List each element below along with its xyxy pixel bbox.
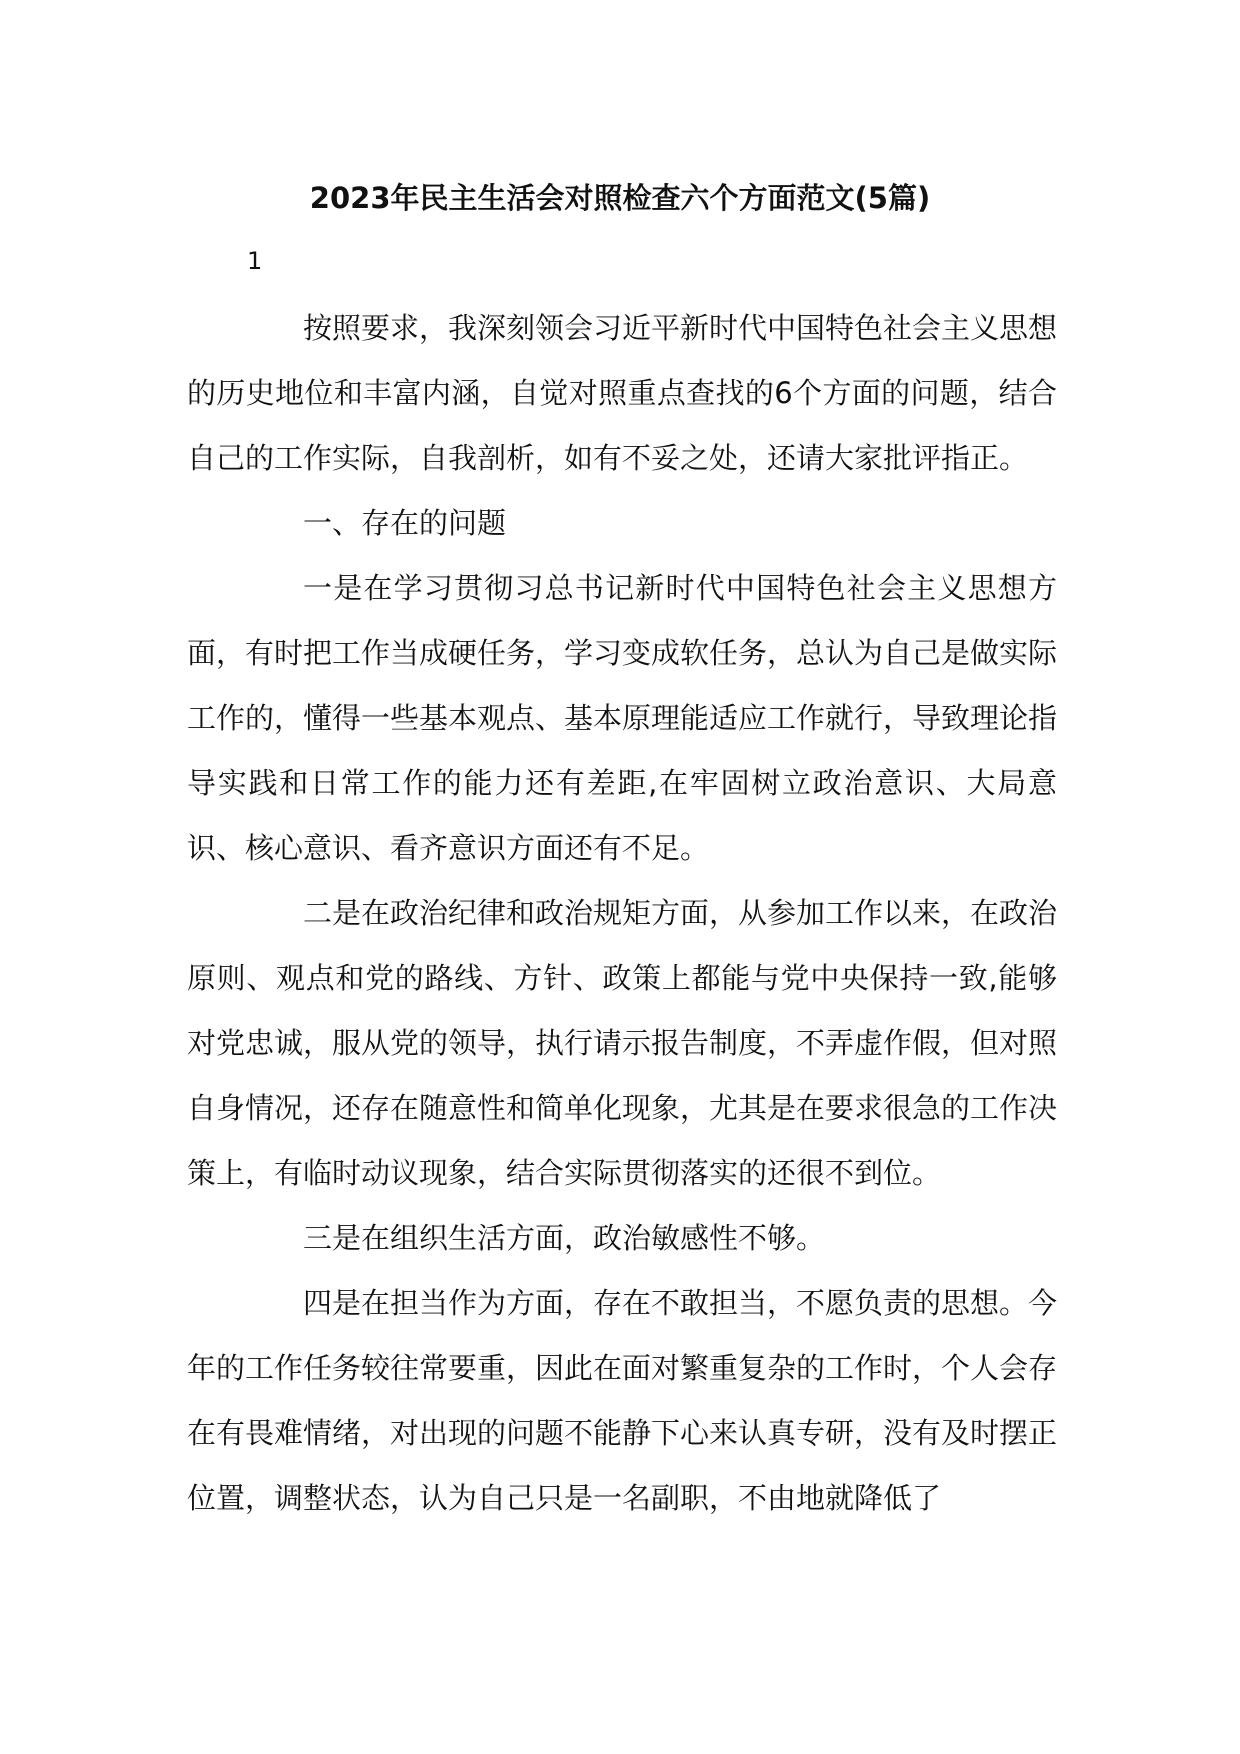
- section-number: 1: [247, 247, 263, 275]
- document-body: [187, 296, 1057, 1531]
- paragraph-intro: 按照要求，我深刻领会习近平新时代中国特色社会主义思想的历史地位和丰富内涵，自觉对照重点查找的6个方面的问题，结合自己的工作实际，自我剖析，如有不妥之处，还请大家批评指正。: [187, 311, 1058, 475]
- paragraph-heading-problems: 一、存在的问题: [303, 506, 507, 540]
- paragraph-point-two: 二是在政治纪律和政治规矩方面，从参加工作以来，在政治原则、观点和党的路线、方针、政策上都能与党中央保持一致,能够对党忠诚，服从党的领导，执行请示报告制度，不弄虚作假，但对照自身情况，还存在随意性和简单化现象，尤其是在要求很急的工作决策上，有临时动议现象，结合实际贯彻落实的还很不到位。: [187, 896, 1058, 1190]
- paragraph-point-one: 一是在学习贯彻习总书记新时代中国特色社会主义思想方面，有时把工作当成硬任务，学习变成软任务，总认为自己是做实际工作的，懂得一些基本观点、基本原理能适应工作就行，导致理论指导实践和日常工作的能力还有差距,在牢固树立政治意识、大局意识、核心意识、看齐意识方面还有不足。: [187, 571, 1058, 865]
- paragraph-point-three: 三是在组织生活方面，政治敏感性不够。: [303, 1221, 826, 1255]
- paragraph-point-four: 四是在担当作为方面，存在不敢担当，不愿负责的思想。今年的工作任务较往常要重，因此在面对繁重复杂的工作时，个人会存在有畏难情绪，对出现的问题不能静下心来认真专研，没有及时摆正位置，调整状态，认为自己只是一名副职，不由地就降低了: [187, 1286, 1058, 1515]
- document-title: 2023年民主生活会对照检查六个方面范文(5篇): [309, 181, 931, 215]
